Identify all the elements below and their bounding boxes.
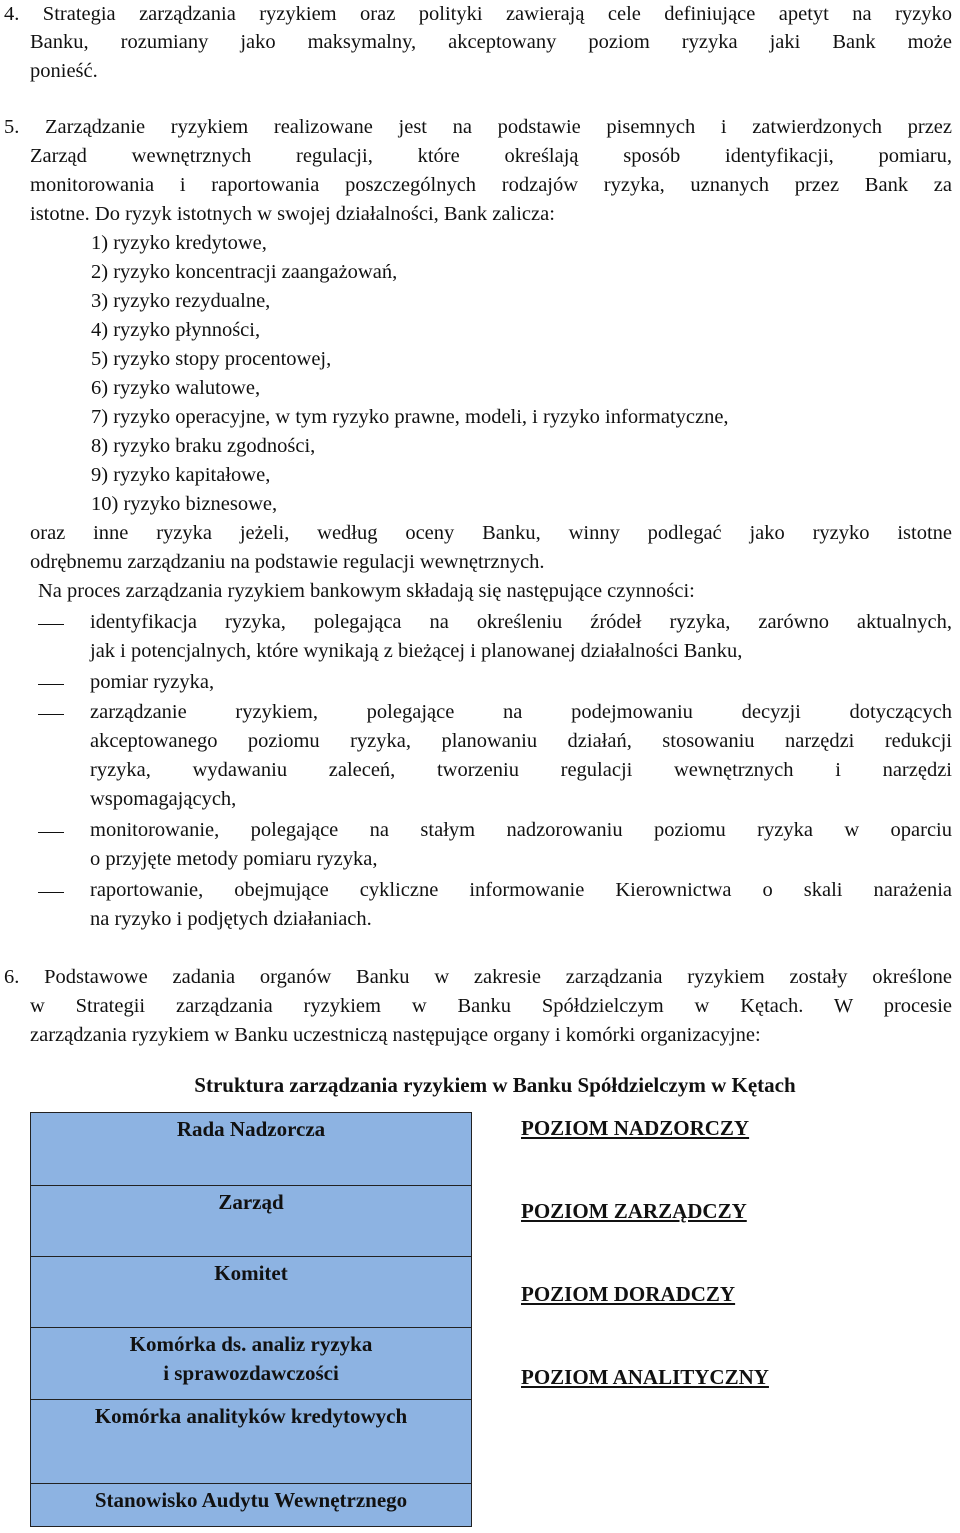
process-item-cont: jak i potencjalnych, które wynikają z bieżącej i planowanej działalności Banku, [90, 640, 743, 662]
risk-item: 7) ryzyko operacyjne, w tym ryzyko prawne, modeli, i ryzyko informatyczne, [91, 406, 729, 428]
dash-bullet [38, 714, 64, 715]
organ-cell [31, 1400, 471, 1484]
organ-label: Komórka analityków kredytowych [94, 1404, 408, 1428]
process-item: monitorowanie, polegające na stałym nadzorowaniu poziomu ryzyka w oparciu [90, 819, 952, 841]
risk-item: 2) ryzyko koncentracji zaangażowań, [91, 261, 398, 283]
dash-bullet [38, 684, 64, 685]
dash-bullet [38, 892, 64, 893]
process-item: zarządzanie ryzykiem, polegające na podejmowaniu decyzji dotyczących [90, 701, 952, 723]
level-label: POZIOM ZARZĄDCZY [521, 1199, 747, 1223]
structure-title: Struktura zarządzania ryzykiem w Banku Spółdzielczym w Kętach [194, 1073, 796, 1097]
section5-after-line-2: odrębnemu zarządzaniu na podstawie regulacji wewnętrznych. [30, 551, 545, 573]
section5-line-3: monitorowania i raportowania poszczególnych rodzajów ryzyka, uznanych przez Bank za [30, 174, 952, 196]
section4-line-1: 4. Strategia zarządzania ryzykiem oraz polityki zawierają cele definiujące apetyt na ryzyko [4, 3, 952, 25]
process-item-cont: o przyjęte metody pomiaru ryzyka, [90, 848, 378, 870]
dash-bullet [38, 832, 64, 833]
risk-item: 9) ryzyko kapitałowe, [91, 464, 271, 486]
process-item-cont: wspomagających, [90, 788, 237, 810]
process-item: raportowanie, obejmujące cykliczne informowanie Kierownictwa o skali narażenia [90, 879, 952, 901]
section5-line-4: istotne. Do ryzyk istotnych w swojej działalności, Bank zalicza: [30, 203, 555, 225]
organ-label: Komórka ds. analiz ryzyka i sprawozdawczości [129, 1332, 373, 1385]
process-intro: Na proces zarządzania ryzykiem bankowym składają się następujące czynności: [38, 580, 695, 602]
risk-item: 4) ryzyko płynności, [91, 319, 261, 341]
section4-line-3: ponieść. [30, 60, 98, 82]
process-item: pomiar ryzyka, [90, 671, 215, 693]
process-item: identyfikacja ryzyka, polegająca na określeniu źródeł ryzyka, zarówno aktualnych, [90, 611, 952, 633]
section5-line-1: 5. Zarządzanie ryzykiem realizowane jest na podstawie pisemnych i zatwierdzonych przez [4, 116, 952, 138]
section4-line-2: Banku, rozumiany jako maksymalny, akceptowany poziom ryzyka jaki Bank może [30, 31, 952, 53]
section6-line-1: 6. Podstawowe zadania organów Banku w zakresie zarządzania ryzykiem zostały określone [4, 966, 952, 988]
organs-table [30, 1112, 472, 1527]
organ-cell [31, 1113, 471, 1186]
organ-cell [31, 1186, 471, 1257]
level-label: POZIOM NADZORCZY [521, 1116, 750, 1140]
organ-cell [31, 1257, 471, 1328]
section6-line-3: zarządzania ryzykiem w Banku uczestniczą następujące organy i komórki organizacyjne: [30, 1024, 761, 1046]
risk-item: 8) ryzyko braku zgodności, [91, 435, 316, 457]
risk-item: 6) ryzyko walutowe, [91, 377, 261, 399]
organ-label: Stanowisko Audytu Wewnętrznego [94, 1488, 408, 1512]
organ-cell [31, 1328, 471, 1400]
level-label: POZIOM DORADCZY [521, 1282, 736, 1306]
organ-label: Zarząd [218, 1190, 284, 1214]
process-item-cont: akceptowanego poziomu ryzyka, planowaniu działań, stosowaniu narzędzi redukcji [90, 730, 952, 752]
section6-line-2: w Strategii zarządzania ryzykiem w Banku Spółdzielczym w Kętach. W procesie [30, 995, 952, 1017]
risk-item: 10) ryzyko biznesowe, [91, 493, 278, 515]
organ-label: Komitet [214, 1261, 288, 1285]
organ-label: Rada Nadzorcza [176, 1117, 326, 1141]
process-item-cont: ryzyka, wydawaniu zaleceń, tworzeniu regulacji wewnętrznych i narzędzi [90, 759, 952, 781]
risk-item: 1) ryzyko kredytowe, [91, 232, 267, 254]
risk-item: 5) ryzyko stopy procentowej, [91, 348, 332, 370]
organ-cell [31, 1484, 471, 1526]
dash-bullet [38, 624, 64, 625]
section5-after-line-1: oraz inne ryzyka jeżeli, według oceny Banku, winny podlegać jako ryzyko istotne [30, 522, 952, 544]
section5-line-2: Zarząd wewnętrznych regulacji, które określają sposób identyfikacji, pomiaru, [30, 145, 952, 167]
risk-item: 3) ryzyko rezydualne, [91, 290, 271, 312]
process-item-cont: na ryzyko i podjętych działaniach. [90, 908, 372, 930]
level-label: POZIOM ANALITYCZNY [521, 1365, 769, 1389]
